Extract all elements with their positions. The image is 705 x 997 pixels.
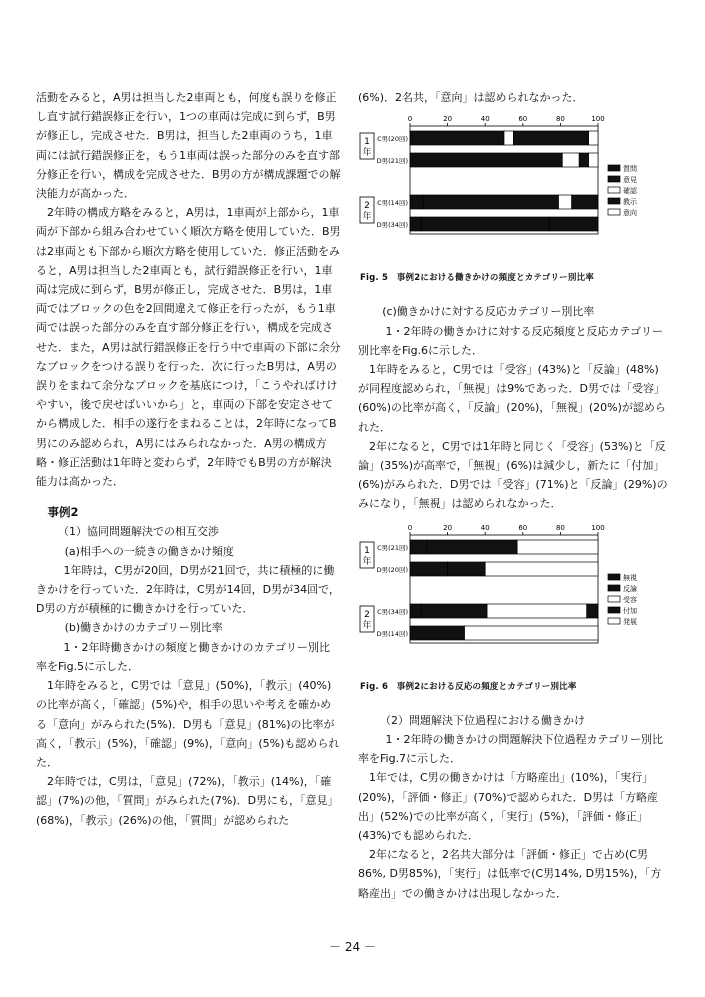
row-label: D男(21回) — [376, 157, 408, 166]
subsection-heading: （2）問題解決下位過程における働きかけ — [380, 713, 585, 727]
legend-swatch — [608, 574, 620, 580]
figure-caption: Fig. 5 事例2における働きかけの頻度とカテゴリー別比率 — [360, 273, 594, 284]
legend-swatch — [608, 596, 620, 602]
row-label: D男(34回) — [376, 221, 408, 230]
year-label: 年 — [362, 620, 372, 631]
bar-segment — [427, 540, 517, 554]
legend-label: 質問 — [623, 165, 637, 174]
paragraph: 2年になると，C男では1年時と同じく「受容」(53%)と「反論」(35%)が高率で，「無視」(6%)は減少し，新たに「付加」(6%)がみられた．D男では「受容」(71%)と「反論」(29%)のみになり，「無視」は認められなかった． — [358, 439, 668, 511]
legend-swatch — [608, 165, 620, 171]
row-label: C男(34回) — [377, 607, 408, 616]
fig6-chart — [358, 522, 658, 662]
year-label: 2 — [364, 609, 370, 620]
legend-swatch — [608, 607, 620, 613]
paragraph: 1年時は，C男が20回，D男が21回で，共に積極的に働きかけを行っていた．2年時は，C男が14回，D男が34回で，D男の方が積極的に働きかけを行っていた． — [36, 563, 340, 616]
x-tick-label: 20 — [443, 115, 453, 124]
x-tick-label: 60 — [518, 115, 528, 124]
year-label: 年 — [362, 148, 372, 159]
bar-segment — [423, 195, 558, 209]
year-label: 2 — [364, 201, 370, 212]
row-label: D男(14回) — [376, 629, 408, 638]
bar-segment — [410, 217, 421, 231]
left-column — [36, 88, 341, 830]
bar-segment — [589, 131, 598, 145]
legend-label: 発展 — [623, 617, 637, 626]
paragraph: 1年では，C男の働きかけは「方略産出」(10%)，「実行」(20%)，「評価・修正」(70%)で認められた．D男は「方略産出」(52%)での比率が高く，「実行」(5%)，「評価・修正」(43%)でも認められた． — [358, 771, 659, 843]
year-label: 1 — [364, 545, 370, 556]
paragraph: (6%)．2名共，「意向」は認められなかった． — [358, 91, 584, 104]
bar-segment — [559, 195, 572, 209]
x-tick-label: 100 — [591, 115, 605, 124]
legend-label: 付加 — [623, 606, 637, 615]
bar-segment — [465, 626, 598, 640]
bar-segment — [562, 153, 579, 167]
paragraph: 2年時では，C男は，「意見」(72%)，「教示」(14%)，「確認」(7%)の他，「質問」がみられた(7%)．D男にも，「意見」(68%)，「教示」(26%)の他，「質問」が認められた — [36, 775, 339, 827]
x-tick-label: 100 — [591, 523, 605, 532]
subsubsection-heading: (b)働きかけのカテゴリー別比率 — [64, 621, 223, 635]
bar-segment — [517, 540, 598, 554]
bar-segment — [487, 604, 587, 618]
legend-swatch — [608, 187, 620, 193]
x-tick-label: 0 — [407, 523, 413, 532]
bar-segment — [410, 195, 423, 209]
subsubsection-heading: (c)働きかけに対する反応カテゴリー別比率 — [382, 305, 595, 319]
page-number: － 24 － — [329, 940, 376, 954]
bar-segment — [410, 562, 448, 576]
legend-swatch — [608, 585, 620, 591]
bar-segment — [513, 131, 588, 145]
x-tick-label: 40 — [480, 115, 490, 124]
year-label: 1 — [364, 137, 370, 148]
right-column — [358, 88, 668, 903]
x-tick-label: 80 — [555, 115, 565, 124]
legend-label: 確認 — [623, 187, 637, 196]
subsection-heading: （1）協同問題解決での相互交渉 — [58, 525, 219, 539]
figure-6 — [358, 522, 658, 672]
legend-label: 意向 — [623, 209, 637, 218]
row-label: D男(20回) — [376, 565, 408, 574]
x-tick-label: 80 — [555, 523, 565, 532]
bar-segment — [410, 153, 562, 167]
bar-segment — [410, 604, 421, 618]
bar-segment — [579, 153, 588, 167]
figure-caption: Fig. 6 事例2における反応の頻度とカテゴリー別比率 — [360, 681, 577, 692]
bar-segment — [421, 217, 549, 231]
row-label: C男(21回) — [377, 543, 408, 552]
paragraph: 2年時の構成方略をみると，A男は，1車両が上部から，1車両が下部から組み合わせていく順次方略を使用していた．B男は2車両とも下部から順次方略を使用していた．修正活動をみると，A男は担当した2車両とも，試行錯誤修正を行い，1車両は完成に到らず，B男が修正し，完成させた．B男は，1車両ではブロックの色を2回間違えて修正を行ったが，もう1車両では誤った部分のみを直す部分修正を行い，構成を完成させた．また，A男は試行錯誤修正を行う中で車両の下部に余分なブロックをつける誤りを行った．次に行ったB男は，A男の誤りをまねて余分なブロックを基底につけ，「こうやればけけやすい，後で戻せばいいから」と，車両の下部を安定させてから構成した．相手の遂行をまねることは，2年時になってB男にのみ認められ，A男にはみられなかった．A男の構成方略・修正活動は1年時と変わらず，2年時でもB男の方が解決能力は高かった． — [36, 206, 341, 489]
paragraph: 1年時をみると，C男では「意見」(50%)，「教示」(40%)の比率が高く，「確認」(5%)や，相手の思いや考えを確かめる「意向」がみられた(5%)．D男も「意見」(81%)の比率が高く，「教示」(5%)，「確認」(9%)，「意向」(5%)も認められた． — [36, 679, 340, 769]
bar-segment — [485, 562, 598, 576]
paragraph: 1年時をみると，C男では「受容」(43%)と「反論」(48%)が同程度認められ，「無視」は9%であった．D男では「受容」(60%)の比率が高く，「反論」(20%)，「無視」(20%)が認められた． — [358, 363, 666, 434]
legend-swatch — [608, 176, 620, 182]
legend-label: 反論 — [623, 584, 637, 593]
legend-swatch — [608, 198, 620, 204]
bar-segment — [572, 195, 598, 209]
x-tick-label: 20 — [443, 523, 453, 532]
legend-label: 無視 — [623, 573, 637, 582]
x-tick-label: 0 — [407, 115, 413, 124]
paragraph: 1・2年時働きかけの頻度と働きかけのカテゴリー別比率をFig.5に示した． — [36, 640, 331, 673]
bar-segment — [448, 562, 486, 576]
legend-swatch — [608, 618, 620, 624]
row-label: C男(14回) — [377, 199, 408, 208]
bar-segment — [587, 604, 598, 618]
fig5-chart — [358, 113, 658, 253]
bar-segment — [589, 153, 598, 167]
paragraph: 1・2年時の働きかけに対する反応頻度と反応カテゴリー別比率をFig.6に示した． — [358, 324, 664, 357]
x-tick-label: 60 — [518, 523, 528, 532]
subsubsection-heading: (a)相手への一続きの働きかけ頻度 — [64, 544, 234, 558]
bar-segment — [504, 131, 513, 145]
x-tick-label: 40 — [480, 523, 490, 532]
section-heading: 事例2 — [47, 505, 79, 520]
year-label: 年 — [362, 212, 372, 223]
bar-segment — [549, 217, 598, 231]
paragraph: 2年になると，2名共大部分は「評価・修正」で占め(C男86%, D男85%)，「実行」は低率で(C男14%, D男15%)，「方略産出」での働きかけは出現しなかった． — [358, 848, 662, 900]
paragraph: 活動をみると，A男は担当した2車両とも，何度も誤りを修正し直す試行錯誤修正を行い，1つの車両は完成に到らず，B男が修正し，完成させた．B男は，担当した2車両のうち，1車両には試行錯誤修正を，もう1車両は誤った部分のみを直す部分修正を行い，構成を完成させた．B男の方が構成課題での解決能力が高かった． — [36, 91, 341, 201]
legend-swatch — [608, 209, 620, 215]
year-label: 年 — [362, 556, 372, 567]
paragraph: 1・2年時の働きかけの問題解決下位過程カテゴリー別比率をFig.7に示した． — [358, 733, 664, 766]
bar-segment — [410, 131, 504, 145]
row-label: C男(20回) — [377, 135, 408, 144]
bar-segment — [421, 604, 487, 618]
bar-segment — [410, 626, 465, 640]
figure-5 — [358, 113, 658, 263]
legend-label: 受容 — [623, 595, 637, 604]
legend-label: 教示 — [623, 198, 637, 207]
legend-label: 意見 — [623, 176, 637, 185]
bar-segment — [410, 540, 427, 554]
